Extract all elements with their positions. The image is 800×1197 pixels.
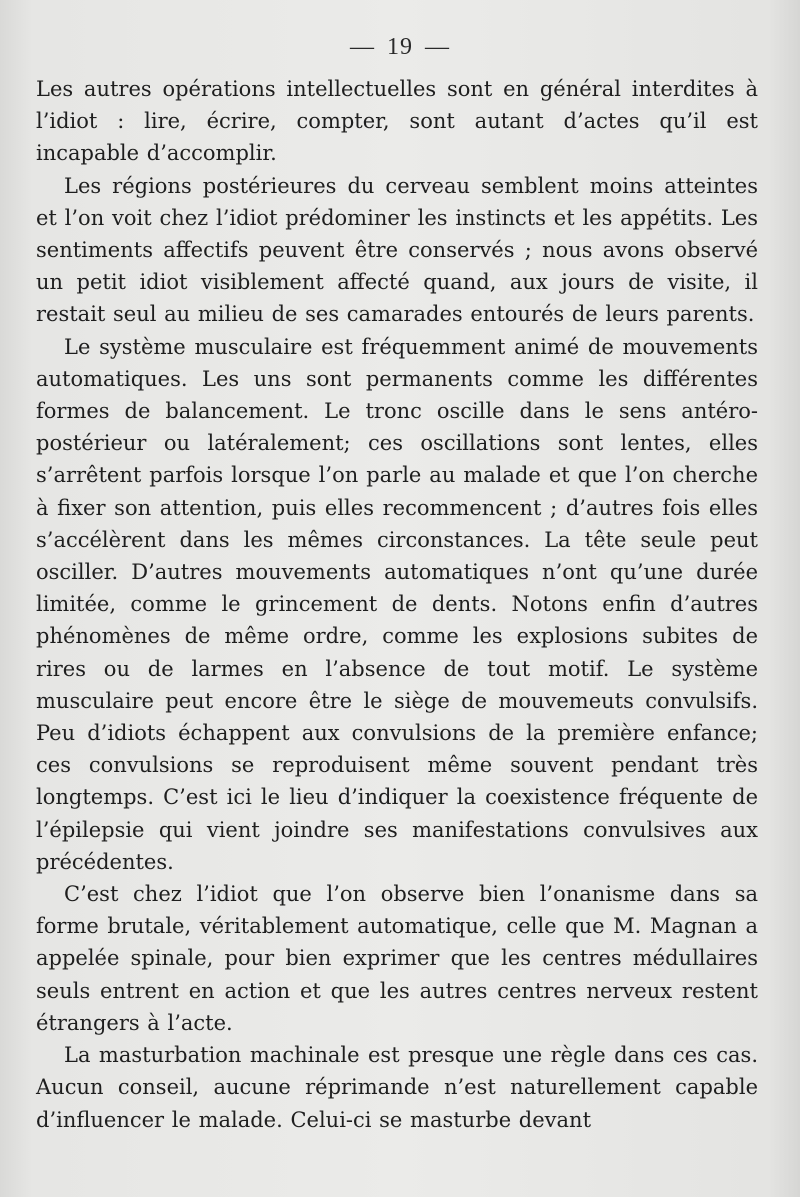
page-number-dash-right: —: [425, 34, 450, 60]
paragraph-intellectual-operations: Les autres opérations intellectuelles sont en général interdites à l’idiot : lire, écrire, compter, sont autant d’actes qu’il est incapable d’accomplir.: [36, 77, 758, 166]
page-number-value: 19: [387, 34, 413, 60]
body-text: [36, 73, 758, 1136]
page-number: [0, 34, 800, 61]
paragraph-muscular-system: Le système musculaire est fréquemment animé de mouvements automatiques. Les uns sont permanents comme les différentes formes de balancement. Le tronc oscille dans le sens antéro-postérieur ou latéralement; ces oscillations sont lentes, elles s’arrêtent parfois lorsque l’on parle au malade et que l’on cherche à fixer son attention, puis elles recommencent ; d’autres fois elles s’accélèrent dans les mêmes circonstances. La tête seule peut osciller. D’autres mouvements automatiques n’ont qu’une durée limitée, comme le grincement de dents. Notons enfin d’autres phénomènes de même ordre, comme les explosions subites de rires ou de larmes en l’absence de tout motif. Le système musculaire peut encore être le siège de mouvemeuts convulsifs. Peu d’idiots échappent aux convulsions de la première enfance; ces convulsions se reproduisent même souvent pendant très longtemps. C’est ici le lieu d’indiquer la coexistence fréquente de l’épilepsie qui vient joindre ses manifestations convulsives aux précédentes.: [36, 334, 758, 874]
paragraph-posterior-regions: Les régions postérieures du cerveau semblent moins atteintes et l’on voit chez l’idiot prédominer les instincts et les appétits. Les sentiments affectifs peuvent être conservés ; nous avons observé un petit idiot visiblement affecté quand, aux jours de visite, il restait seul au milieu de ses camarades entourés de leurs parents.: [36, 173, 758, 327]
paragraph-onanism: C’est chez l’idiot que l’on observe bien l’onanisme dans sa forme brutale, véritablement automatique, celle que M. Magnan a appelée spinale, pour bien exprimer que les centres médullaires seuls entrent en action et que les autres centres nerveux restent étrangers à l’acte.: [36, 882, 758, 1035]
paragraph-masturbation: La masturbation machinale est presque une règle dans ces cas. Aucun conseil, aucune réprimande n’est naturellement capable d’influencer le malade. Celui-ci se masturbe devant: [36, 1043, 758, 1132]
page-number-dash-left: —: [350, 34, 375, 60]
